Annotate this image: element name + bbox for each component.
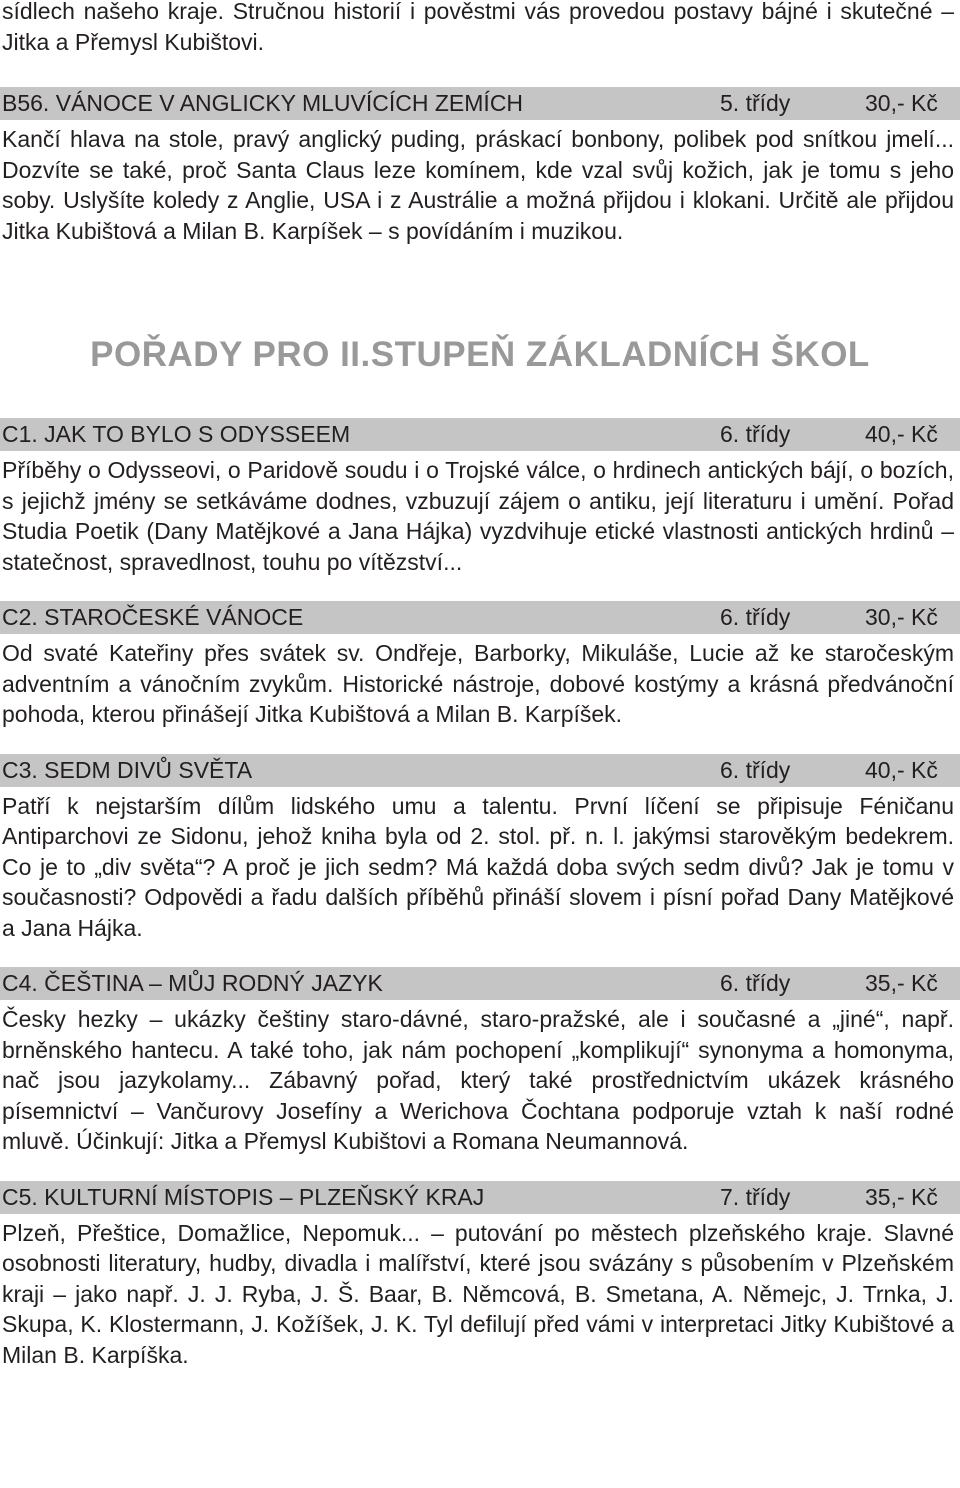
program-title: C3. SEDM DIVŮ SVĚTA <box>2 756 253 783</box>
program-c3 <box>0 754 960 944</box>
program-description: Kančí hlava na stole, pravý anglický puding, práskací bonbony, polibek pod snítkou jmelí... Dozvíte se také, proč Santa Claus leze komínem, kde vzal svůj kožich, jak je tomu s jeho soby. Uslyšíte koledy z Anglie, USA i z Austrálie a možná přijdou i klokani. Určitě ale přijdou Jitka Kubištová a Milan B. Karpíšek – s povídáním i muzikou. <box>2 126 954 244</box>
program-header <box>0 601 960 634</box>
intro-paragraph: sídlech našeho kraje. Stručnou historií i pověstmi vás provedou postavy bájné i skutečné – Jitka a Přemysl Kubištovi. <box>2 0 954 55</box>
program-description: Patří k nejstarším dílům lidského umu a talentu. První líčení se připisuje Féničanu Antiparchovi ze Sidonu, jehož kniha byla od 2. stol. př. n. l. jakýmsi starověkým bedekrem. Co je to „div světa“? A proč je jich sedm? Má každá doba svých sedm divů? Jak je tomu v současnosti? Odpovědi a řadu dalších příběhů přináší slovem i písní pořad Dany Matějkové a Jana Hájka. <box>2 792 954 941</box>
section-heading: POŘADY PRO II.STUPEŇ ZÁKLADNÍCH ŠKOL <box>90 335 870 374</box>
program-header <box>0 754 960 787</box>
program-b56 <box>0 87 960 246</box>
program-c2 <box>0 601 960 730</box>
program-description: Od svaté Kateřiny přes svátek sv. Ondřeje, Barborky, Mikuláše, Lucie až ke staročeským adventním a vánočním zvykům. Historické nástroje, dobové kostýmy a krásná předvánoční pohoda, kterou přinášejí Jitka Kubištová a Milan B. Karpíšek. <box>2 640 954 727</box>
program-header <box>0 967 960 1000</box>
program-c4 <box>0 967 960 1157</box>
program-title: C2. STAROČESKÉ VÁNOCE <box>2 604 304 630</box>
program-c5 <box>0 1181 960 1371</box>
program-header <box>0 418 960 451</box>
program-price: 35,- Kč <box>865 1183 938 1210</box>
program-grade: 7. třídy <box>720 1183 791 1210</box>
program-description: Příběhy o Odysseovi, o Paridově soudu i o Trojské válce, o hrdinech antických bájí, o bozích, s jejichž jmény se setkáváme dodnes, vzbuzují zájem o antiku, její literaturu i umění. Pořad Studia Poetik (Dany Matějkové a Jana Hájka) vyzdvihuje etické vlastnosti antických hrdinů – statečnost, spravedlnost, touhu po vítězství... <box>2 457 954 575</box>
program-title: B56. VÁNOCE V ANGLICKY MLUVÍCÍCH ZEMÍCH <box>2 90 524 116</box>
program-title: C5. KULTURNÍ MÍSTOPIS – PLZEŇSKÝ KRAJ <box>2 1183 485 1210</box>
program-title: C1. JAK TO BYLO S ODYSSEEM <box>2 421 351 447</box>
program-price: 40,- Kč <box>865 421 938 447</box>
program-description: Plzeň, Přeštice, Domažlice, Nepomuk... – putování po městech plzeňského kraje. Slavné osobnosti literatury, hudby, divadla i malířství, které jsou svázány s působením v Plzeňském kraji – jako např. J. J. Ryba, J. Š. Baar, B. Němcová, B. Smetana, A. Němejc, J. Trnka, J. Skupa, K. Klostermann, J. Kožíšek, J. K. Tyl defilují před vámi v interpretaci Jitky Kubištové a Milan B. Karpíška. <box>2 1219 954 1368</box>
program-header <box>0 1181 960 1214</box>
program-grade: 5. třídy <box>720 90 791 116</box>
program-grade: 6. třídy <box>720 604 791 630</box>
program-c1 <box>0 418 960 577</box>
program-grade: 6. třídy <box>720 421 791 447</box>
program-price: 30,- Kč <box>865 604 938 630</box>
program-price: 30,- Kč <box>865 90 938 116</box>
program-grade: 6. třídy <box>720 756 791 783</box>
program-header <box>0 87 960 120</box>
program-title: C4. ČEŠTINA – MŮJ RODNÝ JAZYK <box>2 970 383 996</box>
program-grade: 6. třídy <box>720 970 791 996</box>
program-price: 35,- Kč <box>865 970 938 996</box>
program-description: Česky hezky – ukázky češtiny staro-dávné, staro-pražské, ale i současné a „jiné“, např. brněnského hantecu. A také toho, jak nám pochopení „komplikují“ synonyma a homonyma, nač jsou jazykolamy... Zábavný pořad, který také prostřednictvím ukázek krásného písemnictví – Vančurovy Josefíny a Werichova Čochtana podporuje vztah k naší rodné mluvě. Účinkují: Jitka a Přemysl Kubištovi a Romana Neumannová. <box>2 1006 954 1154</box>
program-price: 40,- Kč <box>865 756 938 783</box>
